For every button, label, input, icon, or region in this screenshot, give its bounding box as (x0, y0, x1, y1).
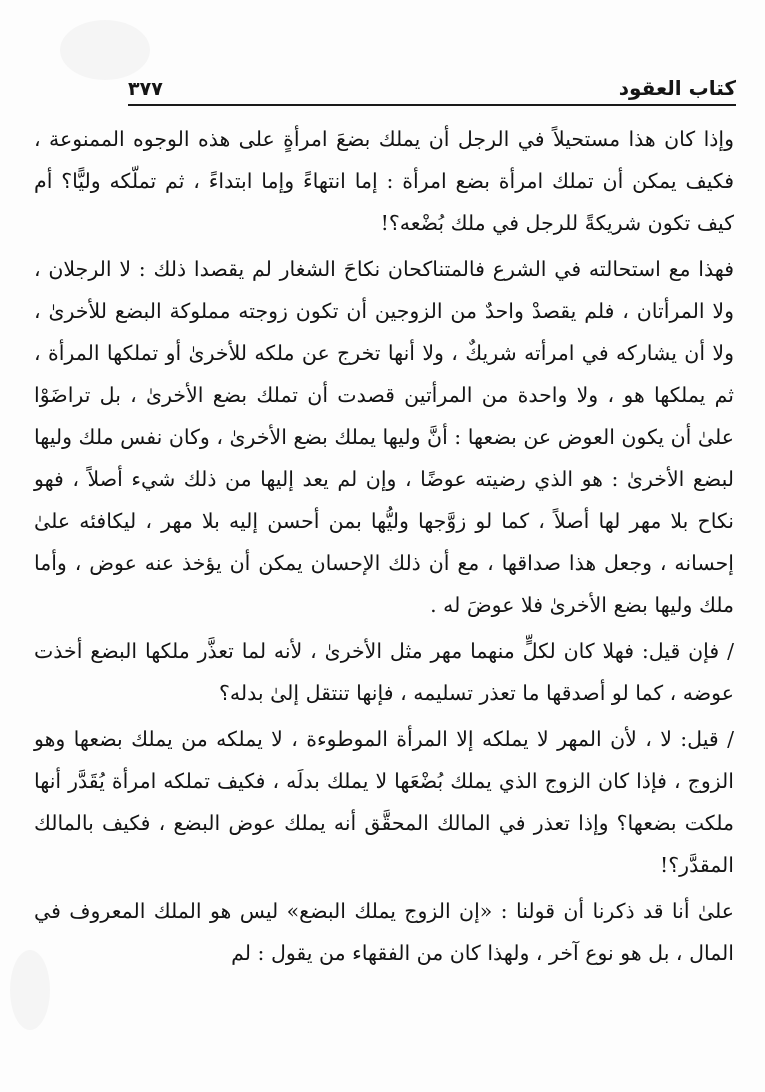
paragraph: وإذا كان هذا مستحيلاً في الرجل أن يملك بضعَ امرأةٍ على هذه الوجوه الممنوعة ، فكيف يمكن أن تملك امرأة بضع امرأة : إما انتهاءً وإما ابتداءً ، ثم تملّكه وليًّا؟ أم كيف تكون شريكةً للرجل في ملك بُضْعه؟! (34, 127, 734, 235)
paragraph: / فإن قيل: فهلا كان لكلٍّ منهما مهر مثل الأخرىٰ ، لأنه لما تعذَّر ملكها البضع أخذت عوضه ، كما لو أصدقها ما تعذر تسليمه ، فإنها تنتقل إلىٰ بدله؟ (34, 639, 734, 705)
page-number: ٣٧٧ (128, 78, 163, 100)
running-title: كتاب العقود (618, 76, 736, 100)
body-text (34, 118, 734, 974)
paragraph: علىٰ أنا قد ذكرنا أن قولنا : «إن الزوج يملك البضع» ليس هو الملك المعروف في المال ، بل هو نوع آخر ، ولهذا كان من الفقهاء من يقول : لم (34, 899, 734, 965)
page-header (128, 70, 736, 106)
paragraph: / قيل: لا ، لأن المهر لا يملكه إلا المرأة الموطوءة ، لا يملكه من يملك بضعها وهو الزوج ، فإذا كان الزوج الذي يملك بُضْعَها لا يملك بدلَه ، فكيف تملكه امرأة يُقَدَّر أنها ملكت بضعها؟ وإذا تعذر في المالك المحقَّق أنه يملك عوض البضع ، فكيف بالمالك المقدَّر؟! (34, 727, 734, 877)
paragraph: فهذا مع استحالته في الشرع فالمتناكحان نكاحَ الشغار لم يقصدا ذلك : لا الرجلان ، ولا المرأتان ، فلم يقصدْ واحدٌ من الزوجين أن تكون زوجته مملوكة البضع للأخرىٰ ، ولا أن يشاركه في امرأته شريكٌ ، ولا أنها تخرج عن ملكه للأخرىٰ أو تملكها المرأة ، ثم يملكها هو ، ولا واحدة من المرأتين قصدت أن تملك بضع الأخرىٰ ، بل تراضَوْا علىٰ أن يكون العوض عن بضعها : أنَّ وليها يملك بضع الأخرىٰ ، وكان نفس ملك وليها لبضع الأخرىٰ : هو الذي رضيته عوضًا ، وإن لم يعد إليها من ذلك شيء أصلاً ، فهو نكاح بلا مهر لها أصلاً ، كما لو زوَّجها وليُّها بمن أحسن إليه بلا مهر ، ليكافئه علىٰ إحسانه ، وجعل هذا صداقها ، مع أن ذلك الإحسان يمكن أن يؤخذ عنه عوض ، وأما ملك وليها بضع الأخرىٰ فلا عوضَ له . (34, 257, 734, 617)
